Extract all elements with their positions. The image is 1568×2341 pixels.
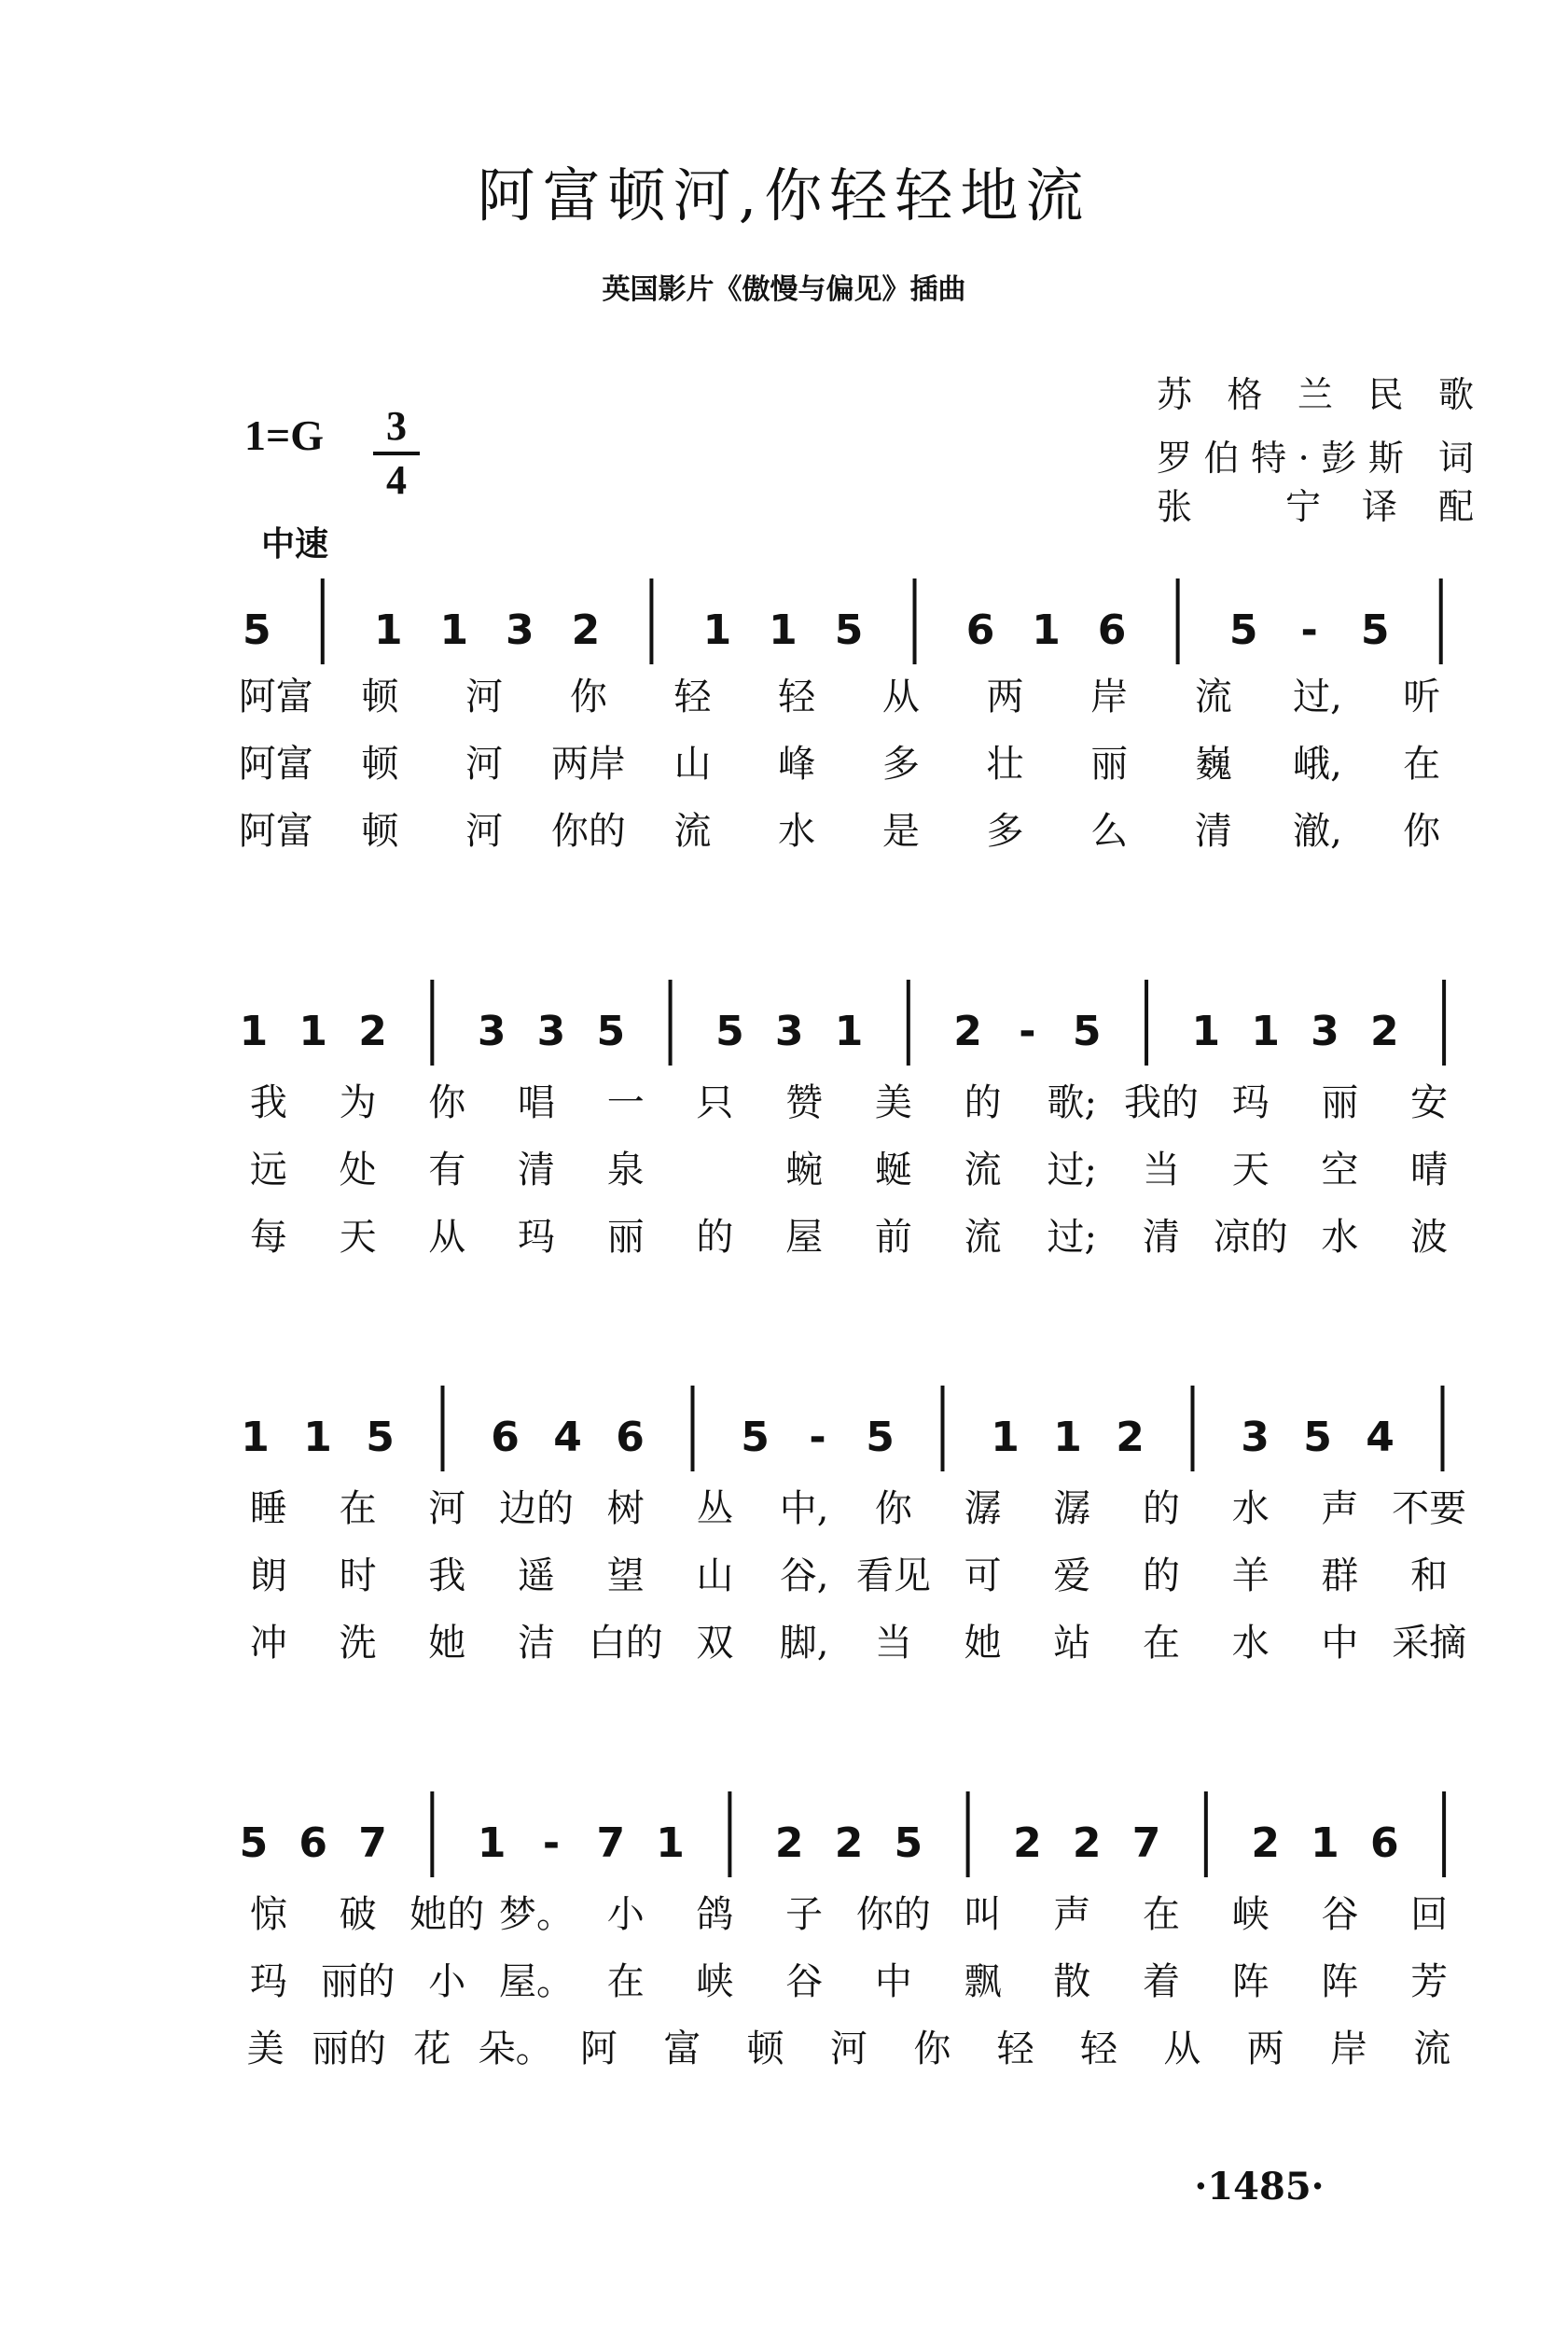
lyric-syllable: 羊 <box>1231 1554 1270 1597</box>
lyric-syllable: 泉 <box>606 1149 645 1191</box>
lyric-syllable: 着 <box>1143 1960 1180 2003</box>
note: 2 <box>571 606 601 654</box>
lyric-syllable: 多 <box>986 810 1024 853</box>
note: 1 <box>1311 1819 1339 1867</box>
lyric-syllable: 她 <box>964 1622 1002 1665</box>
lyric-syllable: 阵 <box>1321 1960 1359 2003</box>
lyric-syllable: 芳 <box>1410 1960 1449 2003</box>
lyric-syllable: 小 <box>428 1960 466 2003</box>
lyric-syllable: 从 <box>881 676 920 718</box>
lyric-syllable: 蜿 <box>785 1149 824 1191</box>
lyric-syllable: 过, <box>1293 676 1342 718</box>
note: 5 <box>741 1414 770 1461</box>
note: 6 <box>1097 606 1127 654</box>
note: 6 <box>616 1414 645 1461</box>
lyric-syllable: 轻 <box>673 676 712 718</box>
lyric-syllable: 丽 <box>1321 1081 1359 1124</box>
lyric-syllable: 富 <box>663 2027 701 2070</box>
lyric-syllable: 两 <box>1246 2027 1284 2070</box>
lyric-syllable: 的 <box>696 1216 734 1259</box>
lyric-syllable: 河 <box>465 676 504 718</box>
lyric-syllable: 当 <box>1143 1149 1180 1191</box>
note: 2 <box>1013 1819 1042 1867</box>
note: 6 <box>298 1819 328 1867</box>
lyric-syllable: 惊 <box>249 1893 287 1936</box>
lyric-syllable: 听 <box>1403 676 1441 718</box>
note: 1 <box>374 606 403 654</box>
lyric-syllable: 中 <box>874 1960 912 2003</box>
note: 1 <box>303 1414 332 1461</box>
lyric-syllable: 峡 <box>696 1960 734 2003</box>
lyric-syllable: 你 <box>913 2027 951 2070</box>
lyric-syllable: 河 <box>465 743 504 786</box>
lyric-syllable: 在 <box>1403 743 1441 786</box>
lyric-syllable: 丛 <box>696 1487 734 1530</box>
lyric-syllable: 水 <box>1321 1216 1359 1259</box>
lyric-syllable: 声 <box>1053 1893 1091 1936</box>
lyric-syllable: 多 <box>881 743 920 786</box>
lyric-syllable: 阿富 <box>238 743 313 786</box>
lyric-syllable: 岸 <box>1330 2027 1367 2070</box>
note-extension: - <box>1019 1008 1036 1055</box>
lyric-syllable: 顿 <box>361 810 399 853</box>
note: 1 <box>1032 606 1061 654</box>
lyric-syllable: 她的 <box>409 1893 485 1936</box>
note: 5 <box>1303 1414 1332 1461</box>
lyric-syllable: 阿 <box>580 2027 617 2070</box>
lyric-syllable: 安 <box>1410 1081 1449 1124</box>
lyric-syllable: 梦。 <box>499 1893 574 1936</box>
note: 1 <box>834 1008 864 1055</box>
note: 5 <box>239 1819 269 1867</box>
lyric-syllable: 脚, <box>779 1622 829 1665</box>
lyric-syllable: 中, <box>779 1487 829 1530</box>
lyric-syllable: 流 <box>964 1149 1002 1191</box>
note: 1 <box>477 1819 506 1867</box>
lyric-syllable: 轻 <box>778 676 816 718</box>
note: 1 <box>239 1008 269 1055</box>
lyric-syllable: 爱 <box>1053 1554 1091 1597</box>
lyric-syllable: 山 <box>673 743 712 786</box>
lyric-syllable: 的 <box>1143 1487 1180 1530</box>
lyric-syllable: 是 <box>881 810 920 853</box>
credit-music: 苏格兰民歌 <box>1157 374 1474 415</box>
note: 5 <box>894 1819 923 1867</box>
lyric-syllable: 只 <box>696 1081 734 1124</box>
lyric-syllable: 顿 <box>361 743 399 786</box>
lyric-syllable: 山 <box>696 1554 734 1597</box>
lyric-syllable: 谷 <box>785 1960 824 2003</box>
lyric-syllable: 屋。 <box>499 1960 574 2003</box>
lyric-syllable: 水 <box>1231 1622 1270 1665</box>
lyric-syllable: 在 <box>1143 1893 1180 1936</box>
page-subtitle: 英国影片《傲慢与偏见》插曲 <box>602 273 966 306</box>
lyric-syllable: 丽的 <box>320 1960 395 2003</box>
lyric-syllable: 小 <box>606 1893 645 1936</box>
lyric-syllable: 天 <box>339 1216 377 1259</box>
lyric-syllable: 峰 <box>778 743 816 786</box>
lyric-syllable: 丽 <box>1090 743 1129 786</box>
lyric-syllable: 遥 <box>518 1554 555 1597</box>
lyric-syllable: 美 <box>874 1081 912 1124</box>
key-signature: 1=G <box>244 411 324 459</box>
lyric-syllable: 凉的 <box>1213 1216 1288 1259</box>
lyric-syllable: 河 <box>465 810 504 853</box>
lyric-syllable: 两岸 <box>550 743 626 786</box>
lyric-syllable: 声 <box>1321 1487 1359 1530</box>
lyric-syllable: 你的 <box>550 810 626 853</box>
lyric-syllable: 清 <box>518 1149 555 1191</box>
lyric-syllable: 破 <box>339 1893 377 1936</box>
lyric-syllable: 叫 <box>964 1893 1002 1936</box>
note: 3 <box>477 1008 506 1055</box>
lyric-syllable: 美 <box>246 2027 284 2070</box>
lyric-syllable: 波 <box>1410 1216 1449 1259</box>
note: 6 <box>965 606 995 654</box>
lyric-syllable: 唱 <box>518 1081 555 1124</box>
lyric-syllable: 流 <box>1413 2027 1451 2070</box>
note: 5 <box>366 1414 395 1461</box>
note: 1 <box>991 1414 1020 1461</box>
lyric-syllable: 流 <box>964 1216 1002 1259</box>
lyric-syllable: 可 <box>964 1554 1002 1597</box>
note: 6 <box>491 1414 520 1461</box>
note: 5 <box>242 606 271 654</box>
lyric-syllable: 水 <box>778 810 816 853</box>
time-signature-numerator: 3 <box>373 401 420 455</box>
lyric-syllable: 谷, <box>779 1554 829 1597</box>
lyric-syllable: 散 <box>1053 1960 1091 2003</box>
lyric-syllable: 站 <box>1053 1622 1091 1665</box>
lyric-syllable: 清 <box>1194 810 1232 853</box>
note: 2 <box>358 1008 387 1055</box>
lyric-syllable: 潺 <box>1053 1487 1091 1530</box>
note: 2 <box>774 1819 804 1867</box>
note: 2 <box>1116 1414 1145 1461</box>
lyric-syllable: 时 <box>339 1554 377 1597</box>
lyric-syllable: 你 <box>428 1081 466 1124</box>
lyric-syllable: 晴 <box>1410 1149 1449 1191</box>
lyric-syllable: 丽 <box>606 1216 645 1259</box>
lyric-syllable: 玛 <box>1231 1081 1270 1124</box>
note: 5 <box>596 1008 626 1055</box>
lyric-syllable: 丽的 <box>312 2027 386 2070</box>
note-extension: - <box>809 1414 826 1461</box>
note: 5 <box>834 606 864 654</box>
note-extension: - <box>1300 606 1318 654</box>
lyric-syllable: 在 <box>1143 1622 1180 1665</box>
lyric-syllable: 白的 <box>588 1622 663 1665</box>
lyric-syllable: 每 <box>249 1216 287 1259</box>
lyric-syllable: 潺 <box>964 1487 1002 1530</box>
lyric-syllable: 峡 <box>1231 1893 1270 1936</box>
lyric-syllable: 阿富 <box>238 810 313 853</box>
lyric-syllable: 空 <box>1321 1149 1359 1191</box>
note: 4 <box>1366 1414 1395 1461</box>
note: 3 <box>506 606 534 654</box>
lyric-syllable: 有 <box>428 1149 466 1191</box>
note: 1 <box>439 606 469 654</box>
note: 1 <box>1251 1008 1280 1055</box>
lyric-syllable: 阵 <box>1231 1960 1270 2003</box>
credit-translation: 张 宁译配 <box>1157 486 1474 527</box>
lyric-syllable: 过; <box>1047 1216 1098 1259</box>
note: 7 <box>1131 1819 1161 1867</box>
note: 3 <box>536 1008 566 1055</box>
note: 1 <box>298 1008 328 1055</box>
note: 4 <box>553 1414 582 1461</box>
lyric-syllable: 群 <box>1321 1554 1359 1597</box>
lyric-syllable: 轻 <box>996 2027 1034 2070</box>
lyric-syllable: 岸 <box>1090 676 1129 718</box>
note: 1 <box>702 606 732 654</box>
time-signature-denominator: 4 <box>386 457 407 503</box>
lyric-syllable: 你的 <box>855 1893 931 1936</box>
note: 2 <box>1072 1819 1102 1867</box>
lyric-syllable: 阿富 <box>238 676 313 718</box>
lyric-syllable: 赞 <box>785 1081 824 1124</box>
lyric-syllable: 峨, <box>1293 743 1342 786</box>
lyric-syllable: 飘 <box>964 1960 1002 2003</box>
lyric-syllable: 处 <box>339 1149 377 1191</box>
lyric-syllable: 河 <box>428 1487 466 1530</box>
note: 3 <box>1241 1414 1270 1461</box>
lyric-syllable: 你 <box>569 676 607 718</box>
lyric-syllable: 么 <box>1090 810 1129 853</box>
lyric-syllable: 的 <box>1143 1554 1180 1597</box>
note: 6 <box>1369 1819 1399 1867</box>
lyric-syllable: 树 <box>606 1487 645 1530</box>
lyric-syllable: 壮 <box>986 743 1024 786</box>
lyric-syllable: 两 <box>986 676 1024 718</box>
lyric-syllable: 为 <box>339 1081 377 1124</box>
lyric-syllable: 蜒 <box>874 1149 912 1191</box>
tempo-marking: 中速 <box>261 525 329 564</box>
lyric-syllable: 澈, <box>1293 810 1342 853</box>
lyric-syllable: 巍 <box>1194 743 1232 786</box>
lyric-syllable: 我的 <box>1124 1081 1199 1124</box>
lyric-syllable: 轻 <box>1080 2027 1117 2070</box>
lyric-syllable: 流 <box>1194 676 1232 718</box>
lyric-syllable: 看见 <box>855 1554 931 1597</box>
lyric-syllable: 朵。 <box>478 2027 553 2070</box>
lyric-syllable: 当 <box>874 1622 912 1665</box>
note: 3 <box>1311 1008 1339 1055</box>
lyric-syllable: 歌; <box>1047 1081 1098 1124</box>
lyric-syllable: 洗 <box>339 1622 377 1665</box>
note: 2 <box>1369 1008 1399 1055</box>
note: 2 <box>953 1008 982 1055</box>
lyric-syllable: 的 <box>964 1081 1002 1124</box>
note-extension: - <box>542 1819 561 1867</box>
lyric-syllable: 中 <box>1321 1622 1359 1665</box>
lyric-syllable: 在 <box>339 1487 377 1530</box>
lyric-syllable: 她 <box>428 1622 466 1665</box>
lyric-syllable: 远 <box>249 1149 287 1191</box>
lyric-syllable: 河 <box>830 2027 867 2070</box>
lyric-syllable: 朗 <box>249 1554 287 1597</box>
lyric-syllable: 在 <box>606 1960 645 2003</box>
note: 1 <box>656 1819 685 1867</box>
lyric-syllable: 水 <box>1231 1487 1270 1530</box>
note: 5 <box>715 1008 744 1055</box>
lyric-syllable: 谷 <box>1321 1893 1359 1936</box>
note: 5 <box>1228 606 1258 654</box>
lyric-syllable: 前 <box>874 1216 912 1259</box>
lyric-syllable: 采摘 <box>1392 1622 1467 1665</box>
lyric-syllable: 顿 <box>746 2027 784 2070</box>
lyric-syllable: 你 <box>1403 810 1441 853</box>
lyric-syllable: 过; <box>1047 1149 1098 1191</box>
lyric-syllable: 天 <box>1231 1149 1270 1191</box>
lyric-syllable: 花 <box>413 2027 451 2070</box>
lyric-syllable: 玛 <box>518 1216 555 1259</box>
lyric-syllable: 子 <box>785 1893 824 1936</box>
note: 5 <box>1360 606 1390 654</box>
page-number: ·1485· <box>1194 2165 1325 2209</box>
lyric-syllable: 我 <box>428 1554 466 1597</box>
lyric-syllable: 你 <box>874 1487 912 1530</box>
lyric-syllable: 双 <box>696 1622 734 1665</box>
page-title: 阿富顿河,你轻轻地流 <box>477 161 1091 230</box>
lyric-syllable: 屋 <box>785 1216 824 1259</box>
note: 1 <box>769 606 798 654</box>
lyric-syllable: 一 <box>606 1081 645 1124</box>
note: 7 <box>358 1819 387 1867</box>
lyric-syllable: 睡 <box>249 1487 287 1530</box>
note: 2 <box>1251 1819 1280 1867</box>
lyric-syllable: 清 <box>1143 1216 1180 1259</box>
lyric-syllable: 从 <box>1163 2027 1201 2070</box>
lyric-syllable: 玛 <box>249 1960 287 2003</box>
note: 5 <box>1072 1008 1102 1055</box>
lyric-syllable: 我 <box>249 1081 287 1124</box>
lyric-syllable: 冲 <box>249 1622 287 1665</box>
lyric-syllable: 顿 <box>361 676 399 718</box>
note: 1 <box>241 1414 270 1461</box>
lyric-syllable: 边的 <box>499 1487 574 1530</box>
lyric-syllable: 和 <box>1410 1554 1449 1597</box>
lyric-syllable: 望 <box>606 1554 645 1597</box>
lyric-syllable: 流 <box>673 810 712 853</box>
lyric-syllable: 鸽 <box>696 1893 734 1936</box>
credit-lyrics: 罗伯特·彭斯 词 <box>1157 438 1474 479</box>
lyric-syllable: 洁 <box>518 1622 555 1665</box>
lyric-syllable: 回 <box>1410 1893 1449 1936</box>
note: 5 <box>866 1414 895 1461</box>
note: 1 <box>1191 1008 1221 1055</box>
lyric-syllable: 不要 <box>1392 1487 1467 1530</box>
note: 2 <box>834 1819 864 1867</box>
lyric-syllable: 从 <box>428 1216 466 1259</box>
note: 7 <box>596 1819 626 1867</box>
note: 3 <box>774 1008 804 1055</box>
note: 1 <box>1053 1414 1082 1461</box>
